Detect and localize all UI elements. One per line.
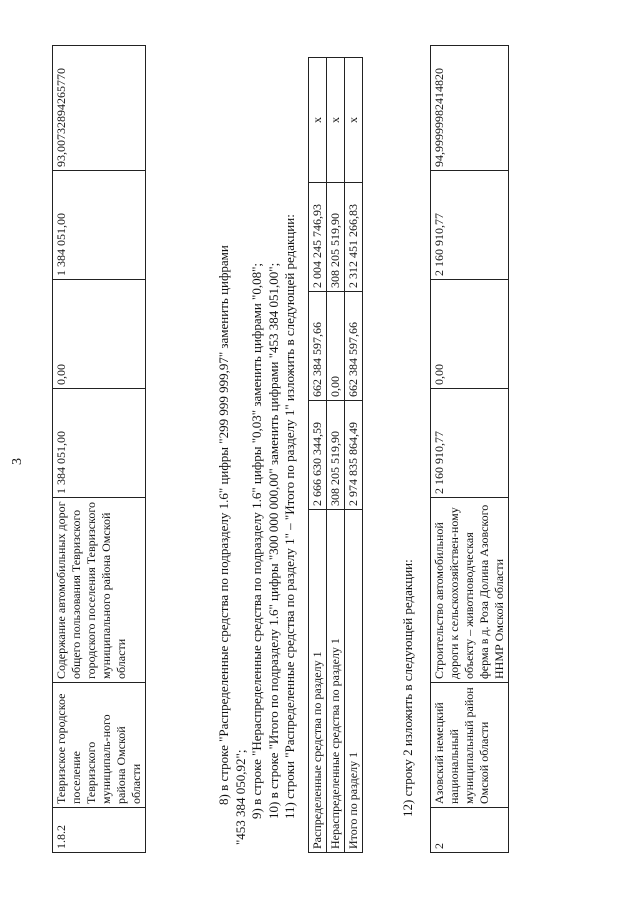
value-cell: 2 666 630 344,59 [309, 401, 327, 510]
page-number: 3 [10, 458, 25, 465]
municipality-cell: Тевризское городское поселение Тевризского муниципаль-ного района Омской области [53, 683, 146, 808]
row-label: Итого по разделу 1 [345, 510, 363, 853]
table-row [53, 46, 146, 853]
value-cell: 1 384 051,00 [53, 389, 146, 498]
value-cell: 308 205 519,90 [327, 183, 345, 292]
value-cell: 2 312 451 266,83 [345, 183, 363, 292]
paragraph-8: 8) в строке "Распределенные средства по подразделу 1.6" цифры "299 999 999,97" заменить цифрами [216, 245, 231, 805]
table-row [345, 58, 363, 853]
table-row-2 [430, 45, 509, 853]
x-cell: x [327, 58, 345, 183]
paragraph-11: 11) строки "Распределенные средства по разделу 1" – "Итого по разделу 1" изложить в следующей редакции: [282, 214, 297, 819]
value-cell: 662 384 597,66 [309, 292, 327, 401]
row-number: 2 [431, 808, 509, 853]
value-cell: 2 160 910,77 [431, 389, 509, 498]
value-cell: 0,00 [53, 280, 146, 389]
value-cell: 2 004 245 746,93 [309, 183, 327, 292]
share-cell: 94,99999982414820 [431, 46, 509, 171]
value-cell: 0,00 [431, 280, 509, 389]
paragraph-9: 9) в строке "Нераспределенные средства по подразделу 1.6" цифры "0,03" заменить цифрами "0,08"; [249, 262, 264, 819]
table-subsection-1-8 [52, 45, 146, 853]
object-cell: Содержание автомобильных дорог общего пользования Тевризского городского поселения Тевризского муниципального района Омской области [53, 498, 146, 683]
table-row [309, 58, 327, 853]
paragraph-10: 10) в строке "Итого по подразделу 1.6" цифры "300 000 000,00" заменить цифрами "453 384 051,00"; [265, 262, 281, 819]
value-cell: 2 974 835 864,49 [345, 401, 363, 510]
amendment-text [216, 45, 299, 845]
x-cell: x [309, 58, 327, 183]
x-cell: x [345, 58, 363, 183]
object-cell: Строительство автомобильной дороги к сельскохозяйствен-ному объекту – животноводческая ферма в д. Роза Долина Азовского ННМР Омской области [431, 498, 509, 683]
paragraph-12: 12) строку 2 изложить в следующей редакции: [400, 559, 415, 817]
table-section-1-totals [308, 57, 363, 853]
value-cell: 662 384 597,66 [345, 292, 363, 401]
row-label: Нераспределенные средства по разделу 1 [327, 510, 345, 853]
value-cell: 308 205 519,90 [327, 401, 345, 510]
value-cell: 2 160 910,77 [431, 171, 509, 280]
row-number: 1.8.2 [53, 808, 146, 853]
paragraph-8-cont: "453 384 050,92"; [232, 749, 248, 845]
table-row [431, 46, 509, 853]
value-cell: 0,00 [327, 292, 345, 401]
municipality-cell: Азовский немецкий национальный муниципальный район Омской области [431, 683, 509, 808]
value-cell: 1 384 051,00 [53, 171, 146, 280]
share-cell: 93,00732894265770 [53, 46, 146, 171]
row-label: Распределенные средства по разделу 1 [309, 510, 327, 853]
table-row [327, 58, 345, 853]
